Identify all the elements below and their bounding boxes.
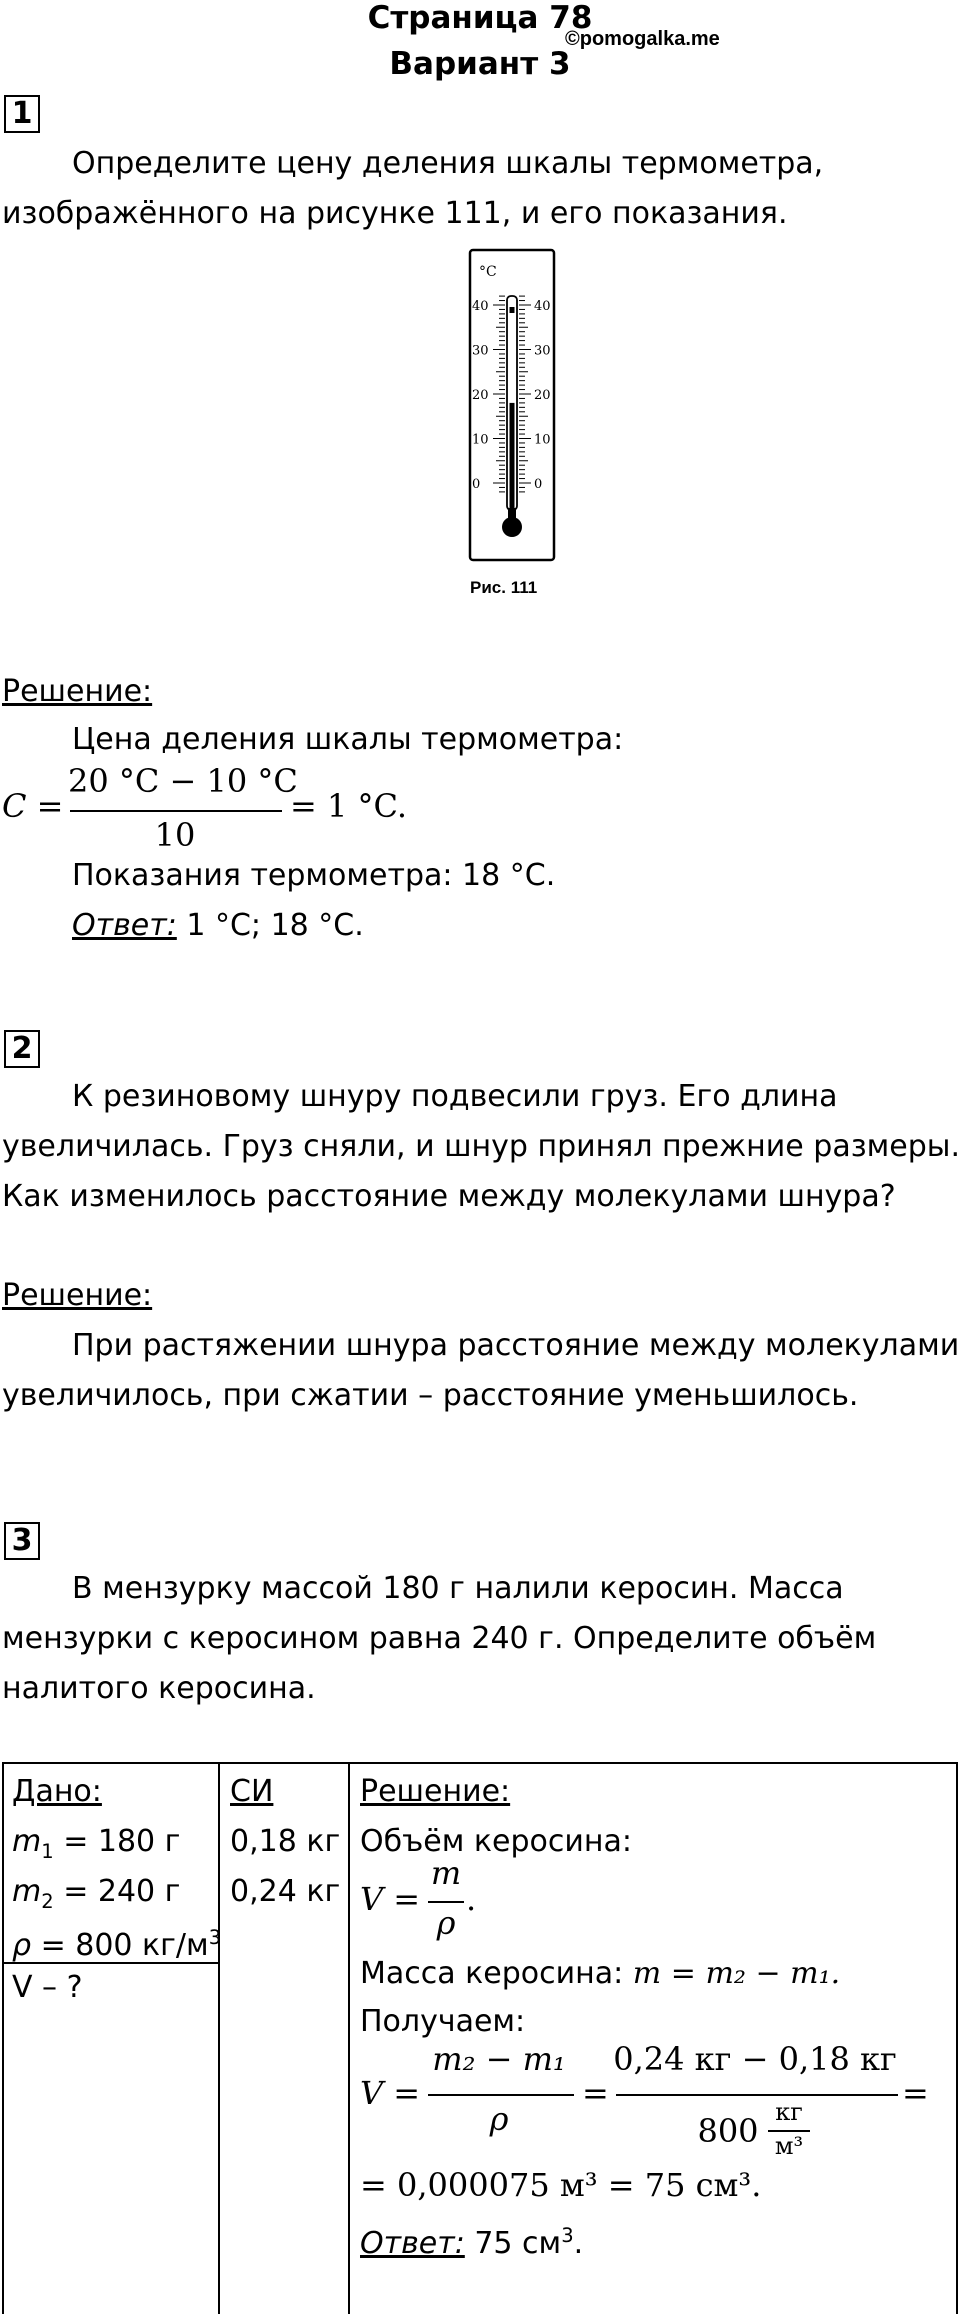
v-formula-lhs: V =: [360, 1880, 421, 1918]
find-v: V – ?: [12, 1970, 83, 2005]
task1-question-line2: изображённого на рисунке 111, и его показания.: [2, 196, 788, 231]
big-formula-denominator-1: ρ: [489, 2100, 509, 2138]
v-formula-numerator: m: [430, 1854, 462, 1892]
task2-question-line2: увеличилась. Груз сняли, и шнур принял прежние размеры.: [2, 1129, 960, 1164]
scale-label-left: 20: [472, 388, 489, 403]
task3-question-line2: мензурки с керосином равна 240 г. Определите объём: [2, 1621, 877, 1656]
formula-c-rhs: = 1 °C.: [290, 787, 408, 825]
given-m1: $m_1 = 180$ г: [12, 1824, 181, 1863]
scale-label-left: 30: [472, 343, 489, 359]
watermark: ©pomogalka.me: [565, 28, 720, 50]
si-value-1: 0,18 кг: [230, 1824, 341, 1859]
task1-question-line1: Определите цену деления шкалы термометра,: [72, 146, 824, 181]
unit-kg: кг: [775, 2098, 803, 2126]
scale-label-right: 0: [534, 477, 543, 492]
answer-text: 1 °C; 18 °C.: [176, 908, 364, 943]
unit-m3: м³: [774, 2132, 804, 2160]
given-label: Дано:: [12, 1774, 102, 1809]
task2-solution-line1: При растяжении шнура расстояние между молекулами: [72, 1328, 960, 1363]
fraction-line: [428, 1901, 464, 1903]
big-formula-numerator-1: m₂ − m₁: [432, 2040, 566, 2078]
equals-sign-end: =: [902, 2074, 929, 2112]
page-title: Страница 78: [367, 0, 593, 36]
task2-question-line3: Как изменилось расстояние между молекулами шнура?: [2, 1179, 896, 1214]
scale-label-left: 10: [472, 432, 489, 448]
scale-label-right: 10: [534, 432, 551, 448]
task2-solution-line2: увеличилось, при сжатии – расстояние уменьшилось.: [2, 1378, 859, 1413]
task3-question-line1: В мензурку массой 180 г налили керосин. Масса: [72, 1571, 844, 1606]
mercury-column: [510, 403, 515, 510]
get-label: Получаем:: [360, 2004, 526, 2039]
scale-label-left: 0: [472, 477, 481, 492]
unit-label: °C: [479, 264, 497, 280]
task1-answer: [72, 902, 364, 950]
task1-reading-line: Показания термометра: 18 °C.: [72, 858, 556, 893]
answer-label: Ответ:: [72, 908, 177, 943]
equals-sign: =: [582, 2074, 609, 2112]
big-formula-lhs: V =: [360, 2074, 421, 2112]
scale-label-right: 20: [534, 388, 551, 403]
fraction-line: [70, 810, 282, 812]
formula-c-lhs: C =: [2, 787, 64, 825]
task3-question-line3: налитого керосина.: [2, 1671, 316, 1706]
task-number-2: 2: [4, 1030, 40, 1068]
given-m2: $m_2 = 240$ г: [12, 1874, 181, 1913]
si-label: СИ: [230, 1774, 274, 1809]
given-rho: ρ = 800 $кг/м^3$: [12, 1926, 222, 1963]
mass-line: Масса керосина: m = m₂ − m₁.: [360, 1956, 841, 1991]
scale-label-right: 40: [534, 299, 551, 314]
task-number-3: 3: [4, 1522, 40, 1560]
scale-label-right: 30: [534, 343, 551, 359]
task3-answer: Ответ: 75 $см^3$.: [360, 2224, 584, 2261]
task1-price-label: Цена деления шкалы термометра:: [72, 722, 624, 757]
big-formula-numerator-2: 0,24 кг − 0,18 кг: [613, 2040, 897, 2078]
scale-label-left: 40: [472, 299, 489, 314]
volume-label: Объём керосина:: [360, 1824, 633, 1859]
thermometer-figure: [468, 248, 558, 568]
task1-solution-label: Решение:: [2, 674, 153, 709]
fraction-line: [428, 2094, 574, 2096]
si-value-2: 0,24 кг: [230, 1874, 341, 1909]
result-line: = 0,000075 м³ = 75 см³.: [360, 2166, 762, 2204]
v-formula-denominator: ρ: [436, 1904, 456, 1942]
task3-solution-label: Решение:: [360, 1774, 511, 1809]
formula-c-denominator: 10: [154, 816, 196, 854]
variant-title: Вариант 3: [389, 46, 571, 82]
figure-caption: Рис. 111: [470, 578, 538, 597]
task2-question-line1: К резиновому шнуру подвесили груз. Его длина: [72, 1079, 838, 1114]
v-formula-dot: .: [466, 1880, 477, 1918]
formula-c-numerator: 20 °C − 10 °C: [68, 762, 298, 800]
task-number-1: 1: [4, 95, 40, 133]
task2-solution-label: Решение:: [2, 1278, 153, 1313]
big-formula-denominator-2-value: 800: [697, 2112, 759, 2150]
fraction-line: [616, 2094, 898, 2096]
